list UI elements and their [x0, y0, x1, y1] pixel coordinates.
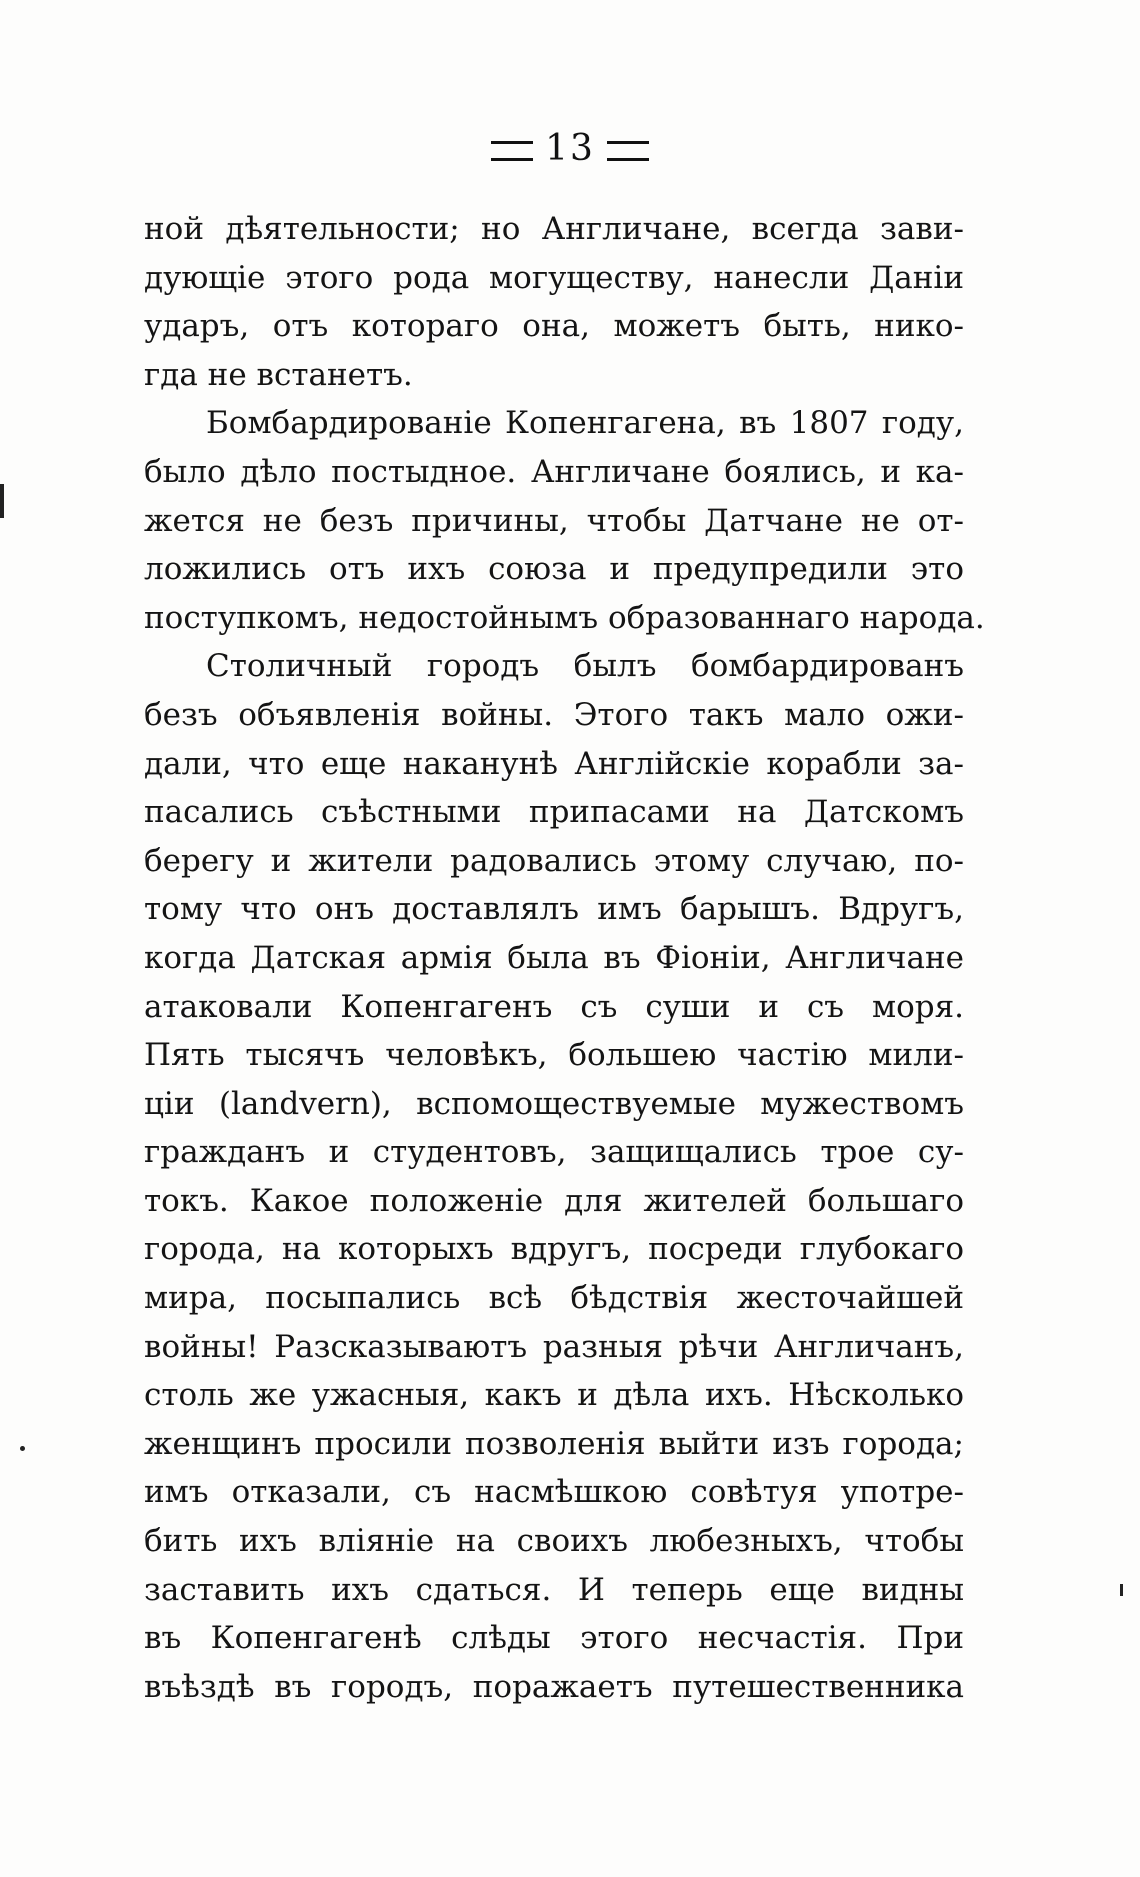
- text-line: когда Датская армія была въ Фіоніи, Англичане: [144, 939, 964, 976]
- text-line: гражданъ и студентовъ, защищались трое су-: [144, 1134, 964, 1171]
- text-line: заставить ихъ сдаться. И теперь еще видны: [144, 1571, 964, 1608]
- page-number: 13: [545, 128, 595, 169]
- text-line: города, на которыхъ вдругъ, посреди глубокаго: [144, 1231, 964, 1268]
- text-line: войны! Разсказываютъ разныя рѣчи Англичанъ,: [144, 1328, 964, 1365]
- text-line: Пять тысячъ человѣкъ, большею частію мили-: [144, 1037, 964, 1074]
- text-line: ударъ, отъ котораго она, можетъ быть, нико-: [144, 308, 964, 345]
- text-line: ложились отъ ихъ союза и предупредили это: [144, 551, 964, 588]
- text-line: столь же ужасныя, какъ и дѣла ихъ. Нѣсколько: [144, 1377, 964, 1414]
- text-line: имъ отказали, съ насмѣшкою совѣтуя употре-: [144, 1474, 964, 1511]
- text-line: женщинъ просили позволенія выйти изъ города;: [144, 1425, 964, 1462]
- page-header: [0, 128, 1140, 169]
- text-line: поступкомъ, недостойнымъ образованнаго народа.: [144, 599, 985, 636]
- text-line: бить ихъ вліяніе на своихъ любезныхъ, чтобы: [144, 1523, 964, 1560]
- text-line: въ Копенгагенѣ слѣды этого несчастія. При: [144, 1620, 964, 1657]
- header-rule-right: [607, 141, 649, 161]
- text-line: ціи (landvern), вспомоществуемые мужествомъ: [144, 1085, 964, 1122]
- text-line: гда не встанетъ.: [144, 356, 413, 393]
- body-text: [144, 205, 985, 1711]
- header-rule-left: [491, 141, 533, 161]
- scan-speck: [20, 1446, 25, 1451]
- scan-speck: [1120, 1584, 1123, 1596]
- text-line: пасались съѣстными припасами на Датскомъ: [144, 794, 964, 831]
- text-line: атаковали Копенгагенъ съ суши и съ моря.: [144, 988, 964, 1025]
- text-line: въѣздѣ въ городъ, поражаетъ путешественника: [144, 1668, 964, 1705]
- scan-margin-mark: [0, 484, 4, 518]
- text-line: ной дѣятельности; но Англичане, всегда зави-: [144, 211, 964, 247]
- paragraph-start: Бомбардированіе Копенгагена, въ 1807 году,: [206, 405, 964, 442]
- text-line: безъ объявленія войны. Этого такъ мало ожи-: [144, 696, 964, 733]
- text-line: мира, посыпались всѣ бѣдствія жесточайшей: [144, 1280, 964, 1317]
- text-line: жется не безъ причины, чтобы Датчане не от-: [144, 502, 964, 539]
- text-line: берегу и жители радовались этому случаю, по-: [144, 842, 964, 879]
- text-line: дали, что еще наканунѣ Англійскіе корабли за-: [144, 745, 964, 782]
- text-line: токъ. Какое положеніе для жителей большаго: [144, 1182, 964, 1219]
- text-line: тому что онъ доставлялъ имъ барышъ. Вдругъ,: [144, 891, 964, 928]
- text-line: дующіе этого рода могуществу, нанесли Даніи: [144, 259, 964, 296]
- text-line: было дѣло постыдное. Англичане боялись, и ка-: [144, 453, 964, 490]
- paragraph-start: Столичный городъ былъ бомбардированъ: [206, 648, 964, 685]
